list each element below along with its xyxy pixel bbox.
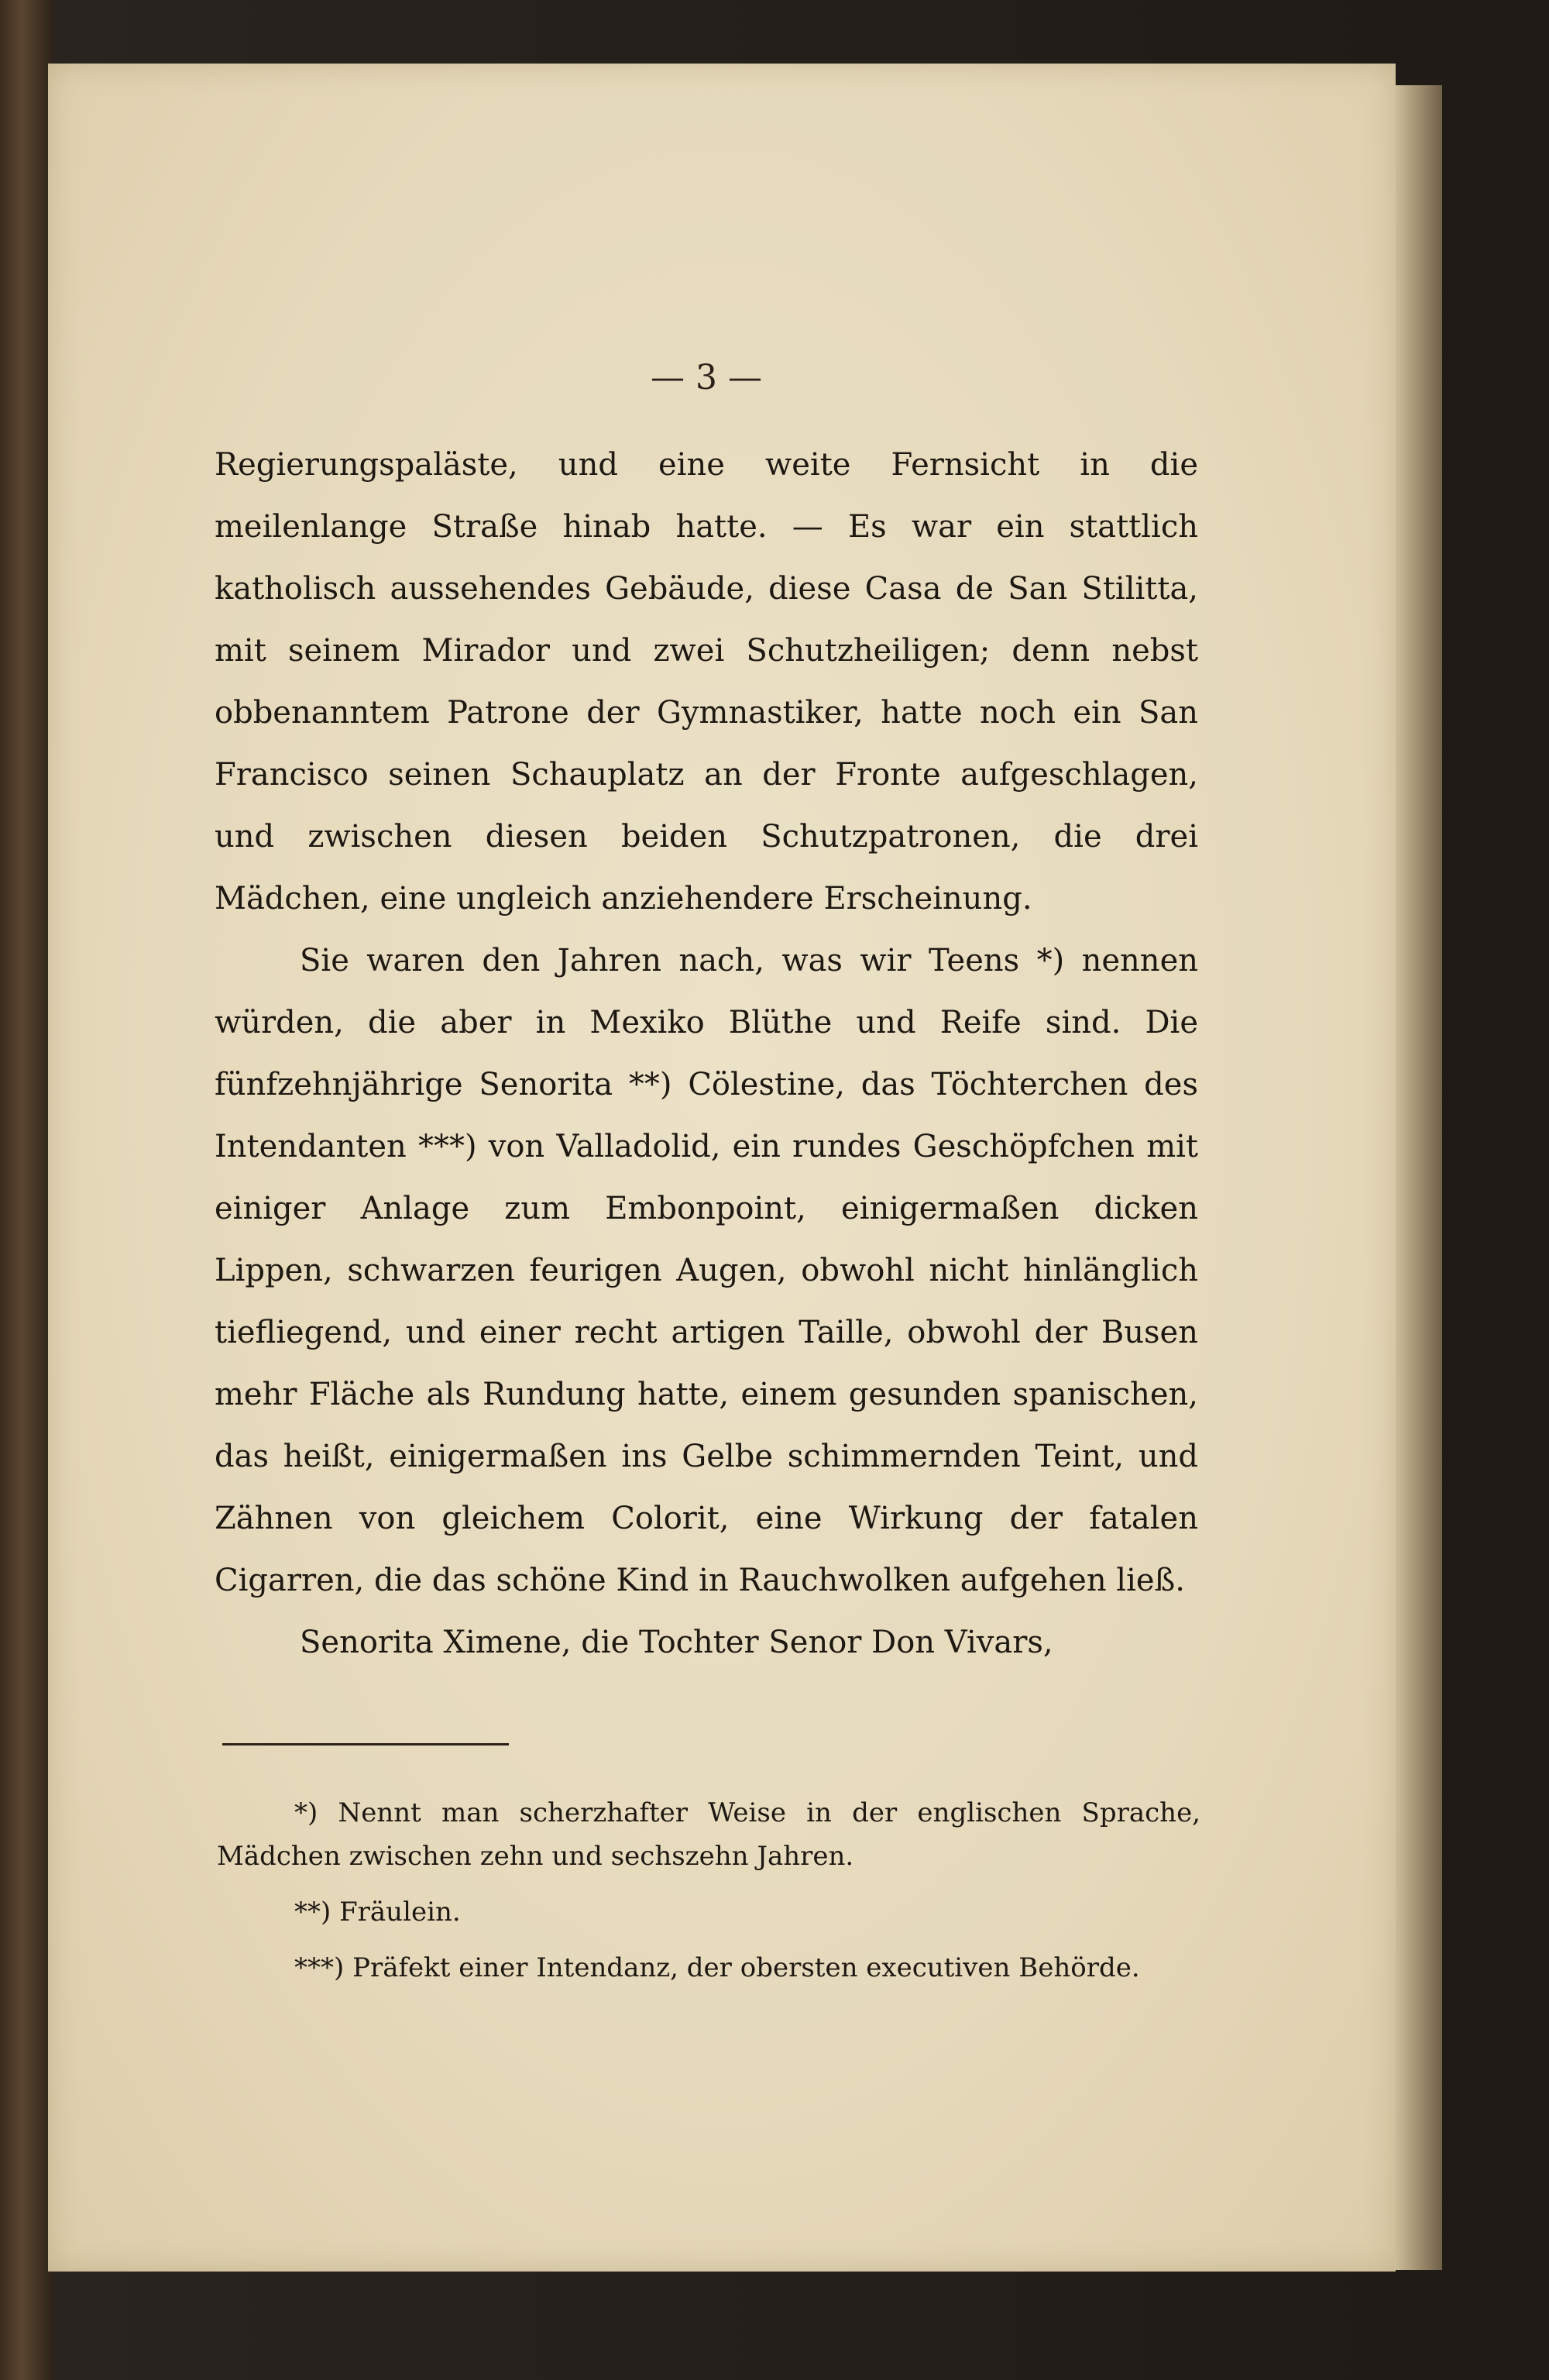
page-sheet [48,64,1396,2272]
paragraph-1: Regierungspaläste, und eine weite Fernsicht in die meilenlange Straße hinab hatte. — Es war ein stattlich katholisch aussehendes Gebäude, diese Casa de San Stilitta, mit seinem Mirador und zwei Schutzheiligen; denn nebst obbenanntem Patrone der Gymnastiker, hatte noch ein San Francisco seinen Schauplatz an der Fronte aufgeschlagen, und zwischen diesen beiden Schutzpatronen, die drei Mädchen, eine ungleich anziehendere Erscheinung. [215,447,1198,917]
page-number: — 3 — [651,358,762,397]
page-edge [1396,85,1442,2270]
paragraph-3: Senorita Ximene, die Tochter Senor Don Vivars, [300,1625,1053,1660]
body-text [215,434,1198,1673]
footnotes [217,1791,1200,2002]
footnote-divider [222,1743,509,1745]
paragraph-2: Sie waren den Jahren nach, was wir Teens *) nennen würden, die aber in Mexiko Blüthe und Reife sind. Die fünfzehnjährige Senorita **) Cölestine, das Töchterchen des Intendanten ***) von Valladolid, ein rundes Geschöpfchen mit einiger Anlage zum Embonpoint, einigermaßen dicken Lippen, schwarzen feurigen Augen, obwohl nicht hinlänglich tiefliegend, und einer recht artigen Taille, obwohl der Busen mehr Fläche als Rundung hatte, einem gesunden spanischen, das heißt, einigermaßen ins Gelbe schimmernden Teint, und Zähnen von gleichem Colorit, eine Wirkung der fatalen Cigarren, die das schöne Kind in Rauchwolken aufgehen ließ. [215,943,1198,1598]
footnote-1: *) Nennt man scherzhafter Weise in der englischen Sprache, Mädchen zwischen zehn und sechszehn Jahren. [217,1797,1200,1872]
footnote-2: **) Fräulein. [294,1897,461,1928]
footnote-3: ***) Präfekt einer Intendanz, der obersten executiven Behörde. [294,1952,1140,1983]
book-binding [0,0,54,2380]
